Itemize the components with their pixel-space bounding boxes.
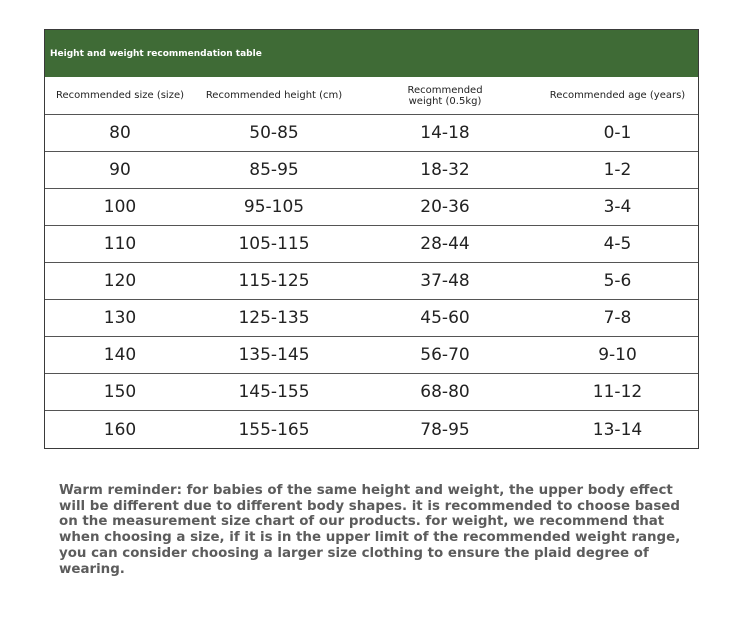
cell-height: 145-155 [238, 382, 310, 402]
cell-height: 50-85 [249, 123, 299, 143]
header-size: Recommended size (size) [55, 90, 185, 101]
table-row [45, 263, 698, 300]
cell-age: 3-4 [603, 197, 632, 217]
cell-age: 4-5 [603, 234, 632, 254]
cell-weight: 37-48 [420, 271, 470, 291]
cell-weight: 14-18 [420, 123, 470, 143]
table-row [45, 300, 698, 337]
cell-height: 105-115 [238, 234, 310, 254]
cell-height: 115-125 [238, 271, 310, 291]
cell-height: 135-145 [238, 345, 310, 365]
table-row [45, 374, 698, 411]
cell-weight: 56-70 [420, 345, 470, 365]
cell-weight: 20-36 [420, 197, 470, 217]
table-header-row [45, 77, 698, 115]
cell-height: 125-135 [238, 308, 310, 328]
table-row [45, 411, 698, 448]
table-title: Height and weight recommendation table [45, 30, 698, 77]
cell-size: 90 [109, 160, 131, 180]
table-row [45, 152, 698, 189]
cell-size: 80 [109, 123, 131, 143]
cell-age: 1-2 [603, 160, 632, 180]
size-table [44, 29, 699, 449]
table-row [45, 115, 698, 152]
cell-weight: 28-44 [420, 234, 470, 254]
cell-size: 140 [103, 345, 137, 365]
cell-weight: 68-80 [420, 382, 470, 402]
cell-age: 5-6 [603, 271, 632, 291]
cell-weight: 78-95 [420, 419, 470, 440]
cell-size: 160 [103, 419, 137, 440]
cell-age: 7-8 [603, 308, 632, 328]
cell-size: 100 [103, 197, 137, 217]
cell-weight: 45-60 [420, 308, 470, 328]
cell-height: 95-105 [243, 197, 305, 217]
cell-weight: 18-32 [420, 160, 470, 180]
cell-size: 110 [103, 234, 137, 254]
header-weight: Recommended weight (0.5kg) [407, 84, 483, 107]
header-height: Recommended height (cm) [205, 90, 343, 101]
cell-age: 9-10 [598, 345, 637, 365]
cell-age: 0-1 [603, 123, 632, 143]
cell-age: 11-12 [592, 382, 643, 402]
table-row [45, 189, 698, 226]
table-row [45, 337, 698, 374]
warm-reminder-text: Warm reminder: for babies of the same height and weight, the upper body effect will be different due to different body shapes. it is recommended to choose based on the measurement size chart of our products. for weight, we recommend that when choosing a size, if it is in the upper limit of the recommended weight range, you can consider choosing a larger size clothing to ensure the plaid degree of wearing. [59, 483, 681, 577]
header-age: Recommended age (years) [549, 90, 686, 101]
cell-height: 155-165 [238, 419, 310, 440]
cell-size: 120 [103, 271, 137, 291]
cell-age: 13-14 [592, 419, 643, 440]
cell-height: 85-95 [249, 160, 299, 180]
cell-size: 130 [103, 308, 137, 328]
cell-size: 150 [103, 382, 137, 402]
table-row [45, 226, 698, 263]
